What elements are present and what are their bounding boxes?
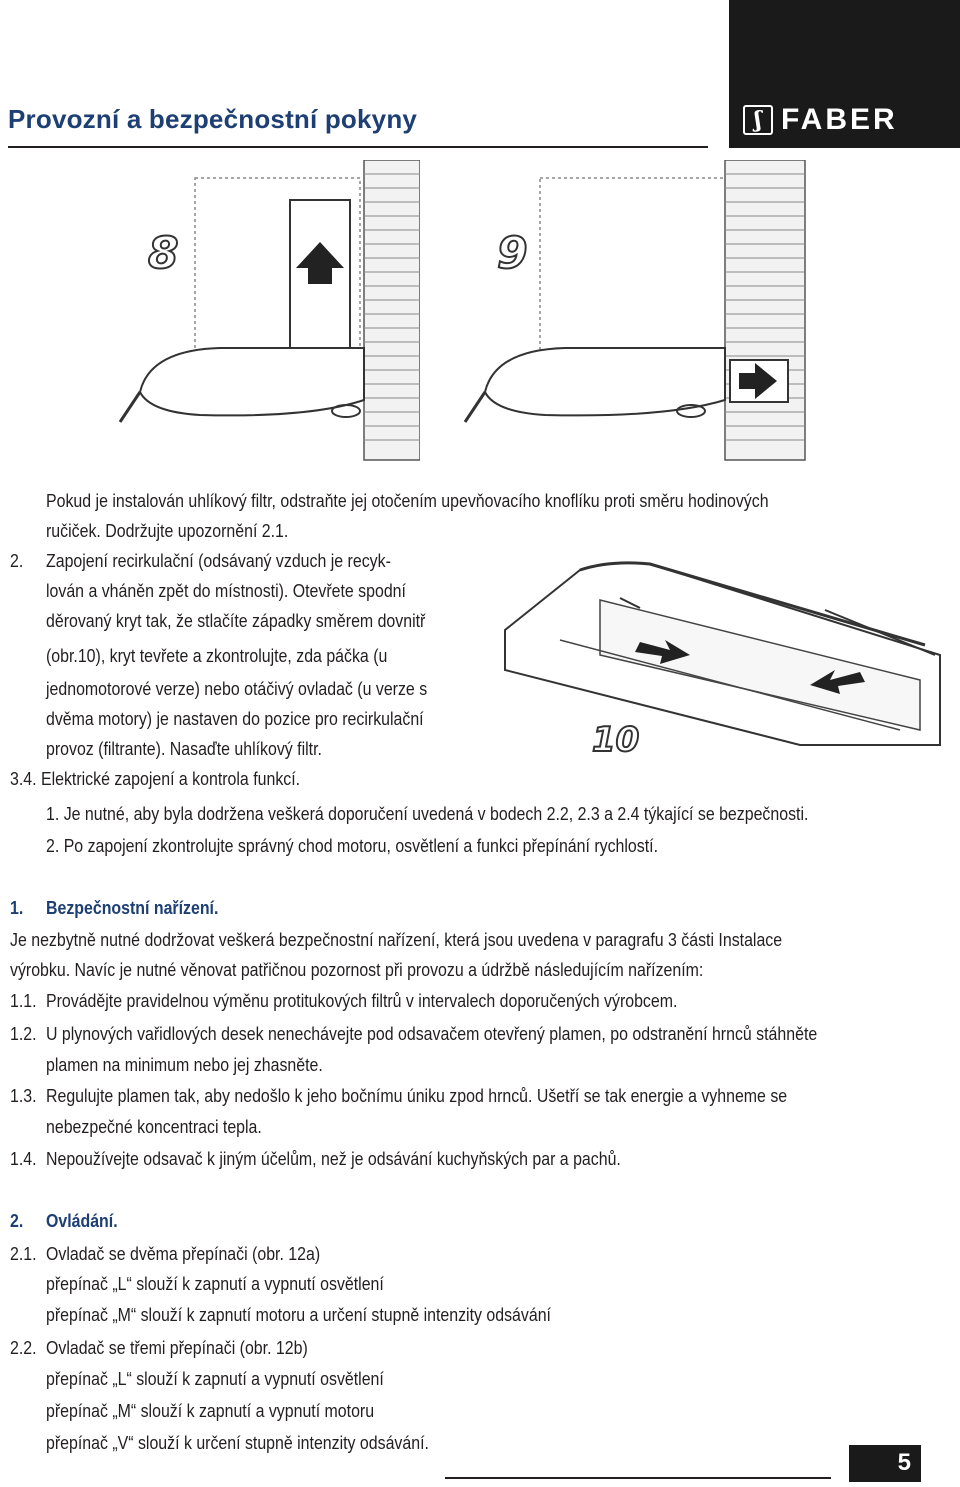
list-subitem: přepínač „M“ slouží k zapnutí motoru a určení stupně intenzity odsávání bbox=[46, 1304, 551, 1325]
section-number: 2. bbox=[10, 1210, 24, 1231]
page-title: Provozní a bezpečnostní pokyny bbox=[8, 104, 418, 134]
list-item: Ovladač se dvěma přepínači (obr. 12a) bbox=[46, 1243, 321, 1264]
list-item: 1. Je nutné, aby byla dodržena veškerá doporučení uvedená v bodech 2.2, 2.3 a 2.4 týkající se bezpečnosti. bbox=[46, 803, 809, 824]
list-number: 2.2. bbox=[10, 1337, 37, 1358]
figure-label-10: 10 bbox=[592, 720, 640, 760]
faber-logo-icon: ʃ bbox=[743, 105, 773, 135]
paragraph-line: Pokud je instalován uhlíkový filtr, odstraňte jej otočením upevňovacího knoflíku proti směru hodinových bbox=[46, 490, 769, 511]
list-number: 1.4. bbox=[10, 1148, 37, 1169]
list-subitem: přepínač „L“ slouží k zapnutí a vypnutí osvětlení bbox=[46, 1273, 384, 1294]
section-heading-safety: Bezpečnostní nařízení. bbox=[46, 897, 219, 918]
list-number: 1.3. bbox=[10, 1085, 37, 1106]
list-subitem: přepínač „V“ slouží k určení stupně intenzity odsávání. bbox=[46, 1432, 429, 1453]
paragraph-line: děrovaný kryt tak, že stlačíte západky směrem dovnitř bbox=[46, 610, 426, 631]
list-item: Regulujte plamen tak, aby nedošlo k jeho bočnímu úniku zpod hrnců. Ušetří se tak energie a vyhneme se bbox=[46, 1085, 788, 1106]
figure-8 bbox=[110, 160, 420, 465]
list-subitem: přepínač „M“ slouží k zapnutí a vypnutí motoru bbox=[46, 1400, 375, 1421]
section-heading-controls: Ovládání. bbox=[46, 1210, 118, 1231]
list-item: plamen na minimum nebo jej zhasněte. bbox=[46, 1054, 323, 1075]
list-item: Ovladač se třemi přepínači (obr. 12b) bbox=[46, 1337, 308, 1358]
figure-10 bbox=[500, 560, 950, 770]
brand-box bbox=[729, 0, 960, 148]
page-number-box bbox=[849, 1445, 921, 1482]
figure-label-8: 8 bbox=[148, 228, 179, 279]
list-item: nebezpečné koncentraci tepla. bbox=[46, 1116, 262, 1137]
list-subitem: přepínač „L“ slouží k zapnutí a vypnutí osvětlení bbox=[46, 1368, 384, 1389]
header-rule bbox=[8, 146, 708, 148]
hood-vent-out-illustration bbox=[455, 160, 815, 465]
paragraph-line: Zapojení recirkulační (odsávaný vzduch je recyk- bbox=[46, 550, 391, 571]
paragraph-line: dvěma motory) je nastaven do pozice pro recirkulační bbox=[46, 708, 424, 729]
list-number: 2.1. bbox=[10, 1243, 37, 1264]
brand-name: FABER bbox=[781, 103, 898, 136]
paragraph-line: jednomotorové verze) nebo otáčivý ovladač (u verze s bbox=[46, 678, 428, 699]
hood-vent-up-illustration bbox=[110, 160, 420, 465]
list-item: U plynových vařidlových desek nenechávejte pod odsavačem otevřený plamen, po odstranění hrnců stáhněte bbox=[46, 1023, 818, 1044]
figure-9 bbox=[455, 160, 815, 465]
figure-label-9: 9 bbox=[497, 228, 528, 279]
section-number: 1. bbox=[10, 897, 24, 918]
paragraph-line: ručiček. Dodržujte upozornění 2.1. bbox=[46, 520, 289, 541]
list-item: Provádějte pravidelnou výměnu protitukových filtrů v intervalech doporučených výrobcem. bbox=[46, 990, 678, 1011]
hood-filter-open-illustration bbox=[500, 560, 950, 770]
paragraph-line: lován a vháněn zpět do místnosti). Otevřete spodní bbox=[46, 580, 406, 601]
list-number: 2. bbox=[10, 550, 24, 571]
list-number: 1.1. bbox=[10, 990, 37, 1011]
footer-rule bbox=[445, 1477, 831, 1479]
paragraph-line: provoz (filtrante). Nasaďte uhlíkový filtr. bbox=[46, 738, 322, 759]
list-item: 2. Po zapojení zkontrolujte správný chod motoru, osvětlení a funkci přepínání rychlostí. bbox=[46, 835, 658, 856]
paragraph-line: Je nezbytně nutné dodržovat veškerá bezpečnostní nařízení, která jsou uvedena v paragrafu 3 části Instalace bbox=[10, 929, 783, 950]
page-number: 5 bbox=[897, 1449, 911, 1476]
brand-logo bbox=[743, 103, 898, 137]
section-heading: 3.4. Elektrické zapojení a kontrola funkcí. bbox=[10, 768, 301, 789]
paragraph-line: (obr.10), kryt tevřete a zkontrolujte, zda páčka (u bbox=[46, 645, 388, 666]
list-item: Nepoužívejte odsavač k jiným účelům, než je odsávání kuchyňských par a pachů. bbox=[46, 1148, 621, 1169]
paragraph-line: výrobku. Navíc je nutné věnovat patřičnou pozornost při provozu a údržbě následujícím nařízením: bbox=[10, 959, 704, 980]
list-number: 1.2. bbox=[10, 1023, 37, 1044]
